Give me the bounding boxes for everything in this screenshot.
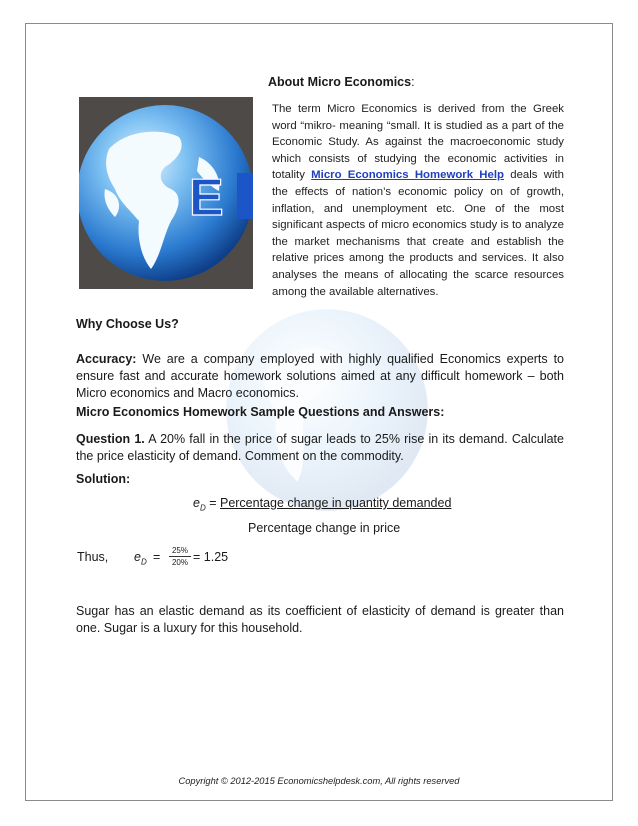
copyright-footer: Copyright © 2012-2015 Economicshelpdesk.com, All rights reserved: [178, 776, 460, 786]
about-text-after: deals with the effects of nation’s economic policy on of growth, inflation, and unemployment etc. One of the most significant aspects of micro economics study is to analyze the market mechanisms that create and establish the relative prices among the products and services. It also analyses the means of allocating the scarce resources among the available alternatives.: [272, 169, 564, 298]
elasticity-formula-numerator-line: [193, 496, 451, 513]
fraction-numerator: 25%: [169, 545, 191, 557]
formula-denominator: Percentage change in price: [248, 521, 401, 535]
formula-numerator: Percentage change in quantity demanded: [219, 496, 452, 510]
question-text: A 20% fall in the price of sugar leads to 25% rise in its demand. Calculate the price elasticity of demand. Comment on the commodity.: [76, 432, 564, 463]
thus-symbol-e: e: [134, 550, 141, 564]
formula-equals: =: [205, 496, 220, 510]
thus-equals: =: [153, 550, 161, 564]
fraction-denominator: 20%: [171, 558, 188, 567]
about-title-text: About Micro Economics: [268, 75, 412, 89]
solution-heading: Solution:: [76, 472, 131, 486]
thus-symbol: [134, 550, 147, 567]
thus-result: = 1.25: [193, 550, 229, 564]
fraction: [169, 545, 191, 568]
about-heading: [268, 75, 415, 89]
accuracy-label: Accuracy:: [76, 352, 137, 366]
about-paragraph: [272, 101, 564, 300]
question-paragraph: [76, 431, 564, 465]
conclusion-paragraph: Sugar has an elastic demand as its coefficient of elasticity of demand is greater than one. Sugar is a luxury for this household.: [76, 604, 564, 635]
accuracy-paragraph: [76, 351, 564, 402]
micro-economics-homework-help-link[interactable]: Micro Economics Homework Help: [311, 169, 504, 182]
logo-letter: E: [189, 169, 224, 227]
question-label: Question 1.: [76, 432, 145, 446]
formula-subscript: D: [199, 503, 206, 513]
about-title-colon: :: [411, 75, 415, 89]
why-choose-heading: Why Choose Us?: [76, 317, 179, 331]
globe-logo-image: [79, 97, 253, 289]
thus-subscript: D: [140, 557, 147, 567]
about-text-before: The term Micro Economics is derived from the Greek word “mikro- meaning “small. It is studied as a part of the Economic Study. As against the macroeconomic study which consists of studying the economic activities in totality: [272, 103, 564, 182]
thus-word: Thus,: [77, 550, 109, 564]
sample-heading: Micro Economics Homework Sample Questions and Answers:: [76, 405, 445, 419]
accuracy-text: We are a company employed with highly qualified Economics experts to ensure fast and accurate homework solutions aimed at any difficult homework – both Micro economics and Macro economics.: [76, 352, 564, 400]
formula-symbol: e: [193, 496, 200, 510]
